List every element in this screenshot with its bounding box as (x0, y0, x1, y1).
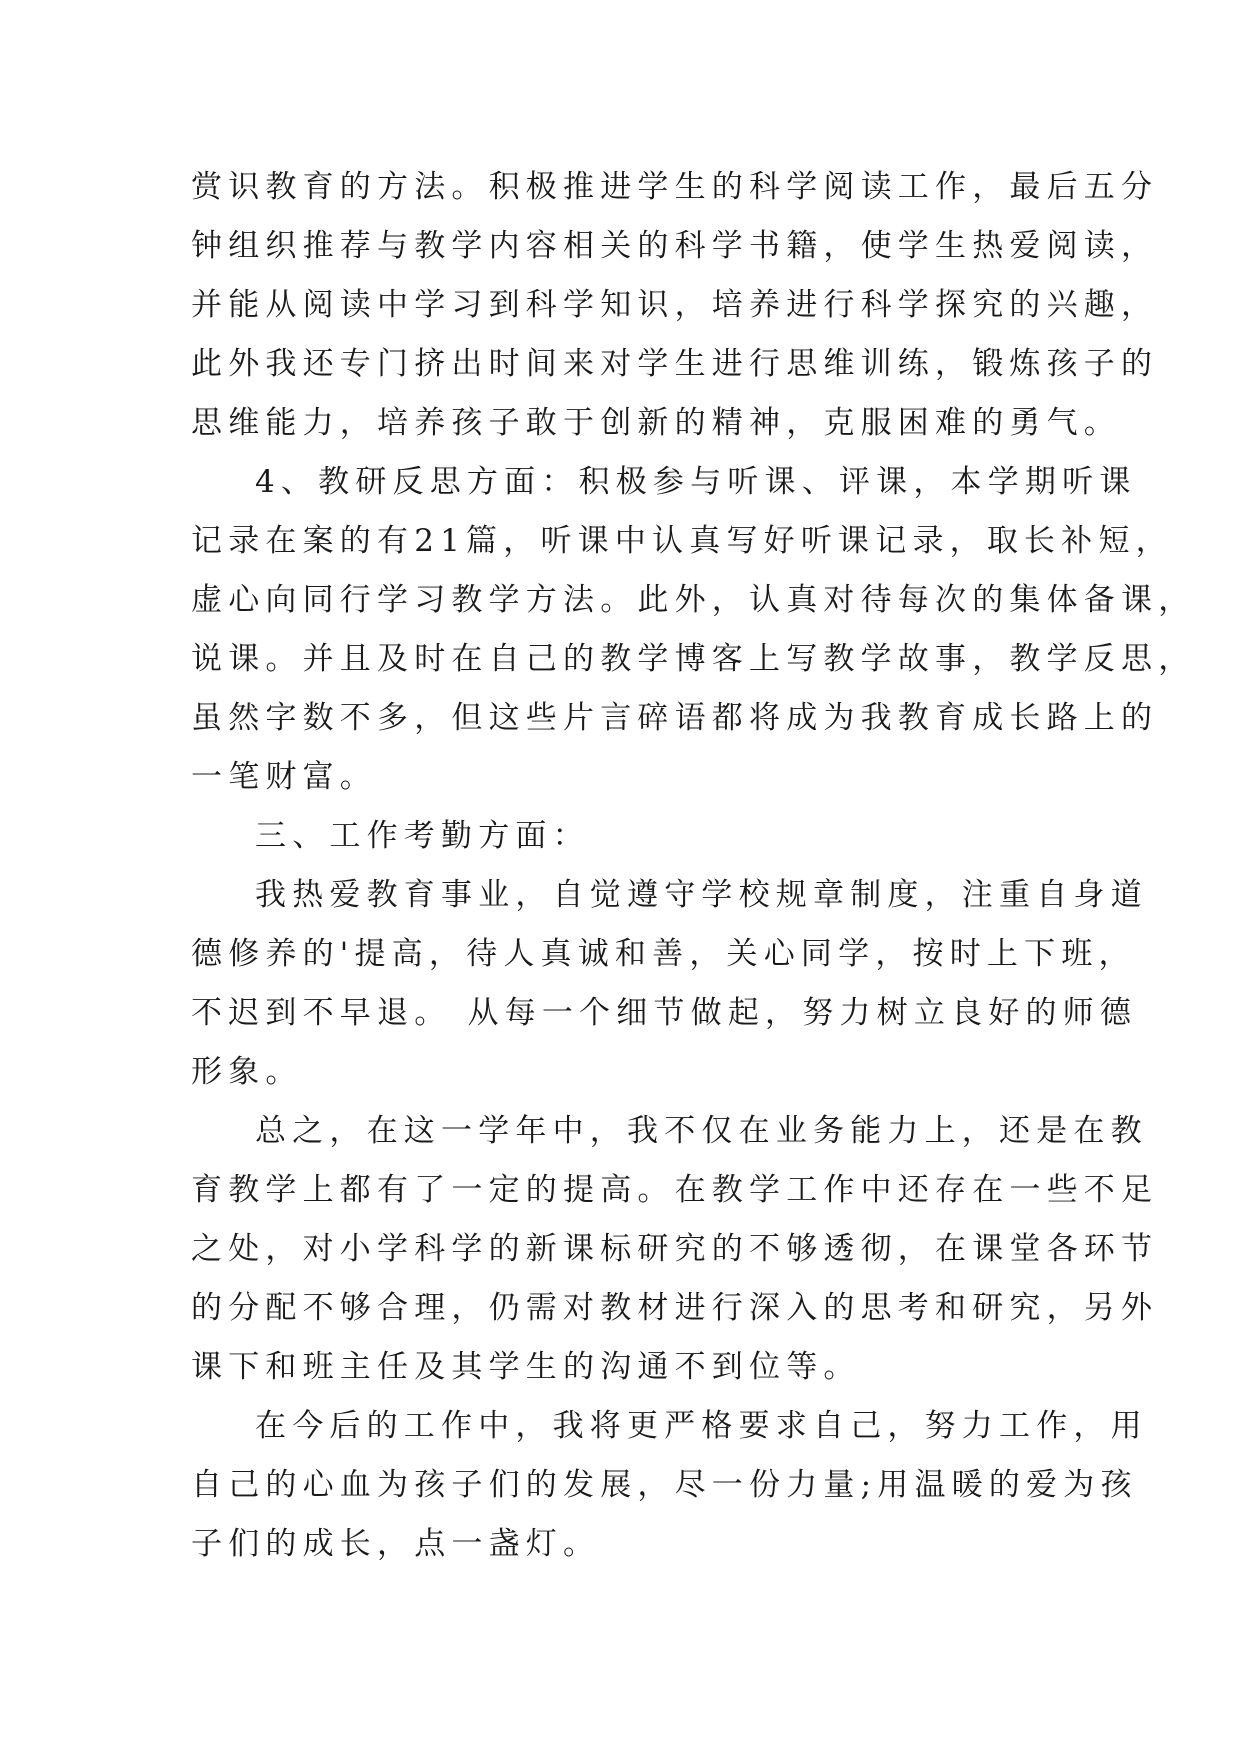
text-line: 此外我还专门挤出时间来对学生进行思维训练，锻炼孩子的 (191, 346, 1159, 382)
paragraph-teaching-research (191, 453, 1196, 807)
text-line: 思维能力，培养孩子敢于创新的精神，克服困难的勇气。 (191, 405, 1121, 441)
text-line: 说课。并且及时在自己的教学博客上写教学故事，教学反思， (191, 641, 1196, 677)
text-line: 我热爱教育事业，自觉遵守学校规章制度，注重自身道 (255, 877, 1148, 913)
text-line: 的分配不够合理，仍需对教材进行深入的思考和研究，另外 (191, 1290, 1159, 1326)
text-line: 虚心向同行学习教学方法。此外，认真对待每次的集体备课， (191, 582, 1196, 618)
text-line: 自己的心血为孩子们的发展，尽一份力量;用温暖的爱为孩 (191, 1467, 1138, 1503)
text-line: 在今后的工作中，我将更严格要求自己，努力工作，用 (255, 1408, 1148, 1444)
paragraph-future-plans (191, 1397, 1148, 1574)
text-line: 之处，对小学科学的新课标研究的不够透彻，在课堂各环节 (191, 1231, 1159, 1267)
text-line: 课下和班主任及其学生的沟通不到位等。 (191, 1349, 861, 1385)
text-line: 一笔财富。 (191, 759, 377, 795)
document-body (191, 158, 1196, 1574)
text-line: 德修养的'提高，待人真诚和善，关心同学，按时上下班， (191, 936, 1136, 972)
text-line: 育教学上都有了一定的提高。在教学工作中还存在一些不足 (191, 1172, 1159, 1208)
text-line: 钟组织推荐与教学内容相关的科学书籍，使学生热爱阅读， (191, 228, 1159, 264)
text-line: 形象。 (191, 1054, 303, 1090)
text-line: 总之，在这一学年中，我不仅在业务能力上，还是在教 (255, 1113, 1148, 1149)
text-line: 并能从阅读中学习到科学知识，培养进行科学探究的兴趣， (191, 287, 1159, 323)
text-line: 4、教研反思方面：积极参与听课、评课，本学期听课 (255, 464, 1137, 500)
section-heading: 三、工作考勤方面： (255, 818, 590, 854)
text-line: 子们的成长，点一盏灯。 (191, 1526, 601, 1562)
text-line: 记录在案的有21篇，听课中认真写好听课记录，取长补短， (191, 523, 1173, 559)
section-heading-attendance (191, 807, 1061, 866)
paragraph-reading-methods (191, 158, 1159, 453)
paragraph-summary (191, 1102, 1159, 1397)
text-line: 虽然字数不多，但这些片言碎语都将成为我教育成长路上的 (191, 700, 1159, 736)
text-line: 不迟到不早退。 从每一个细节做起，努力树立良好的师德 (191, 995, 1138, 1031)
paragraph-attendance (191, 866, 1148, 1102)
text-line: 赏识教育的方法。积极推进学生的科学阅读工作，最后五分 (191, 169, 1159, 205)
